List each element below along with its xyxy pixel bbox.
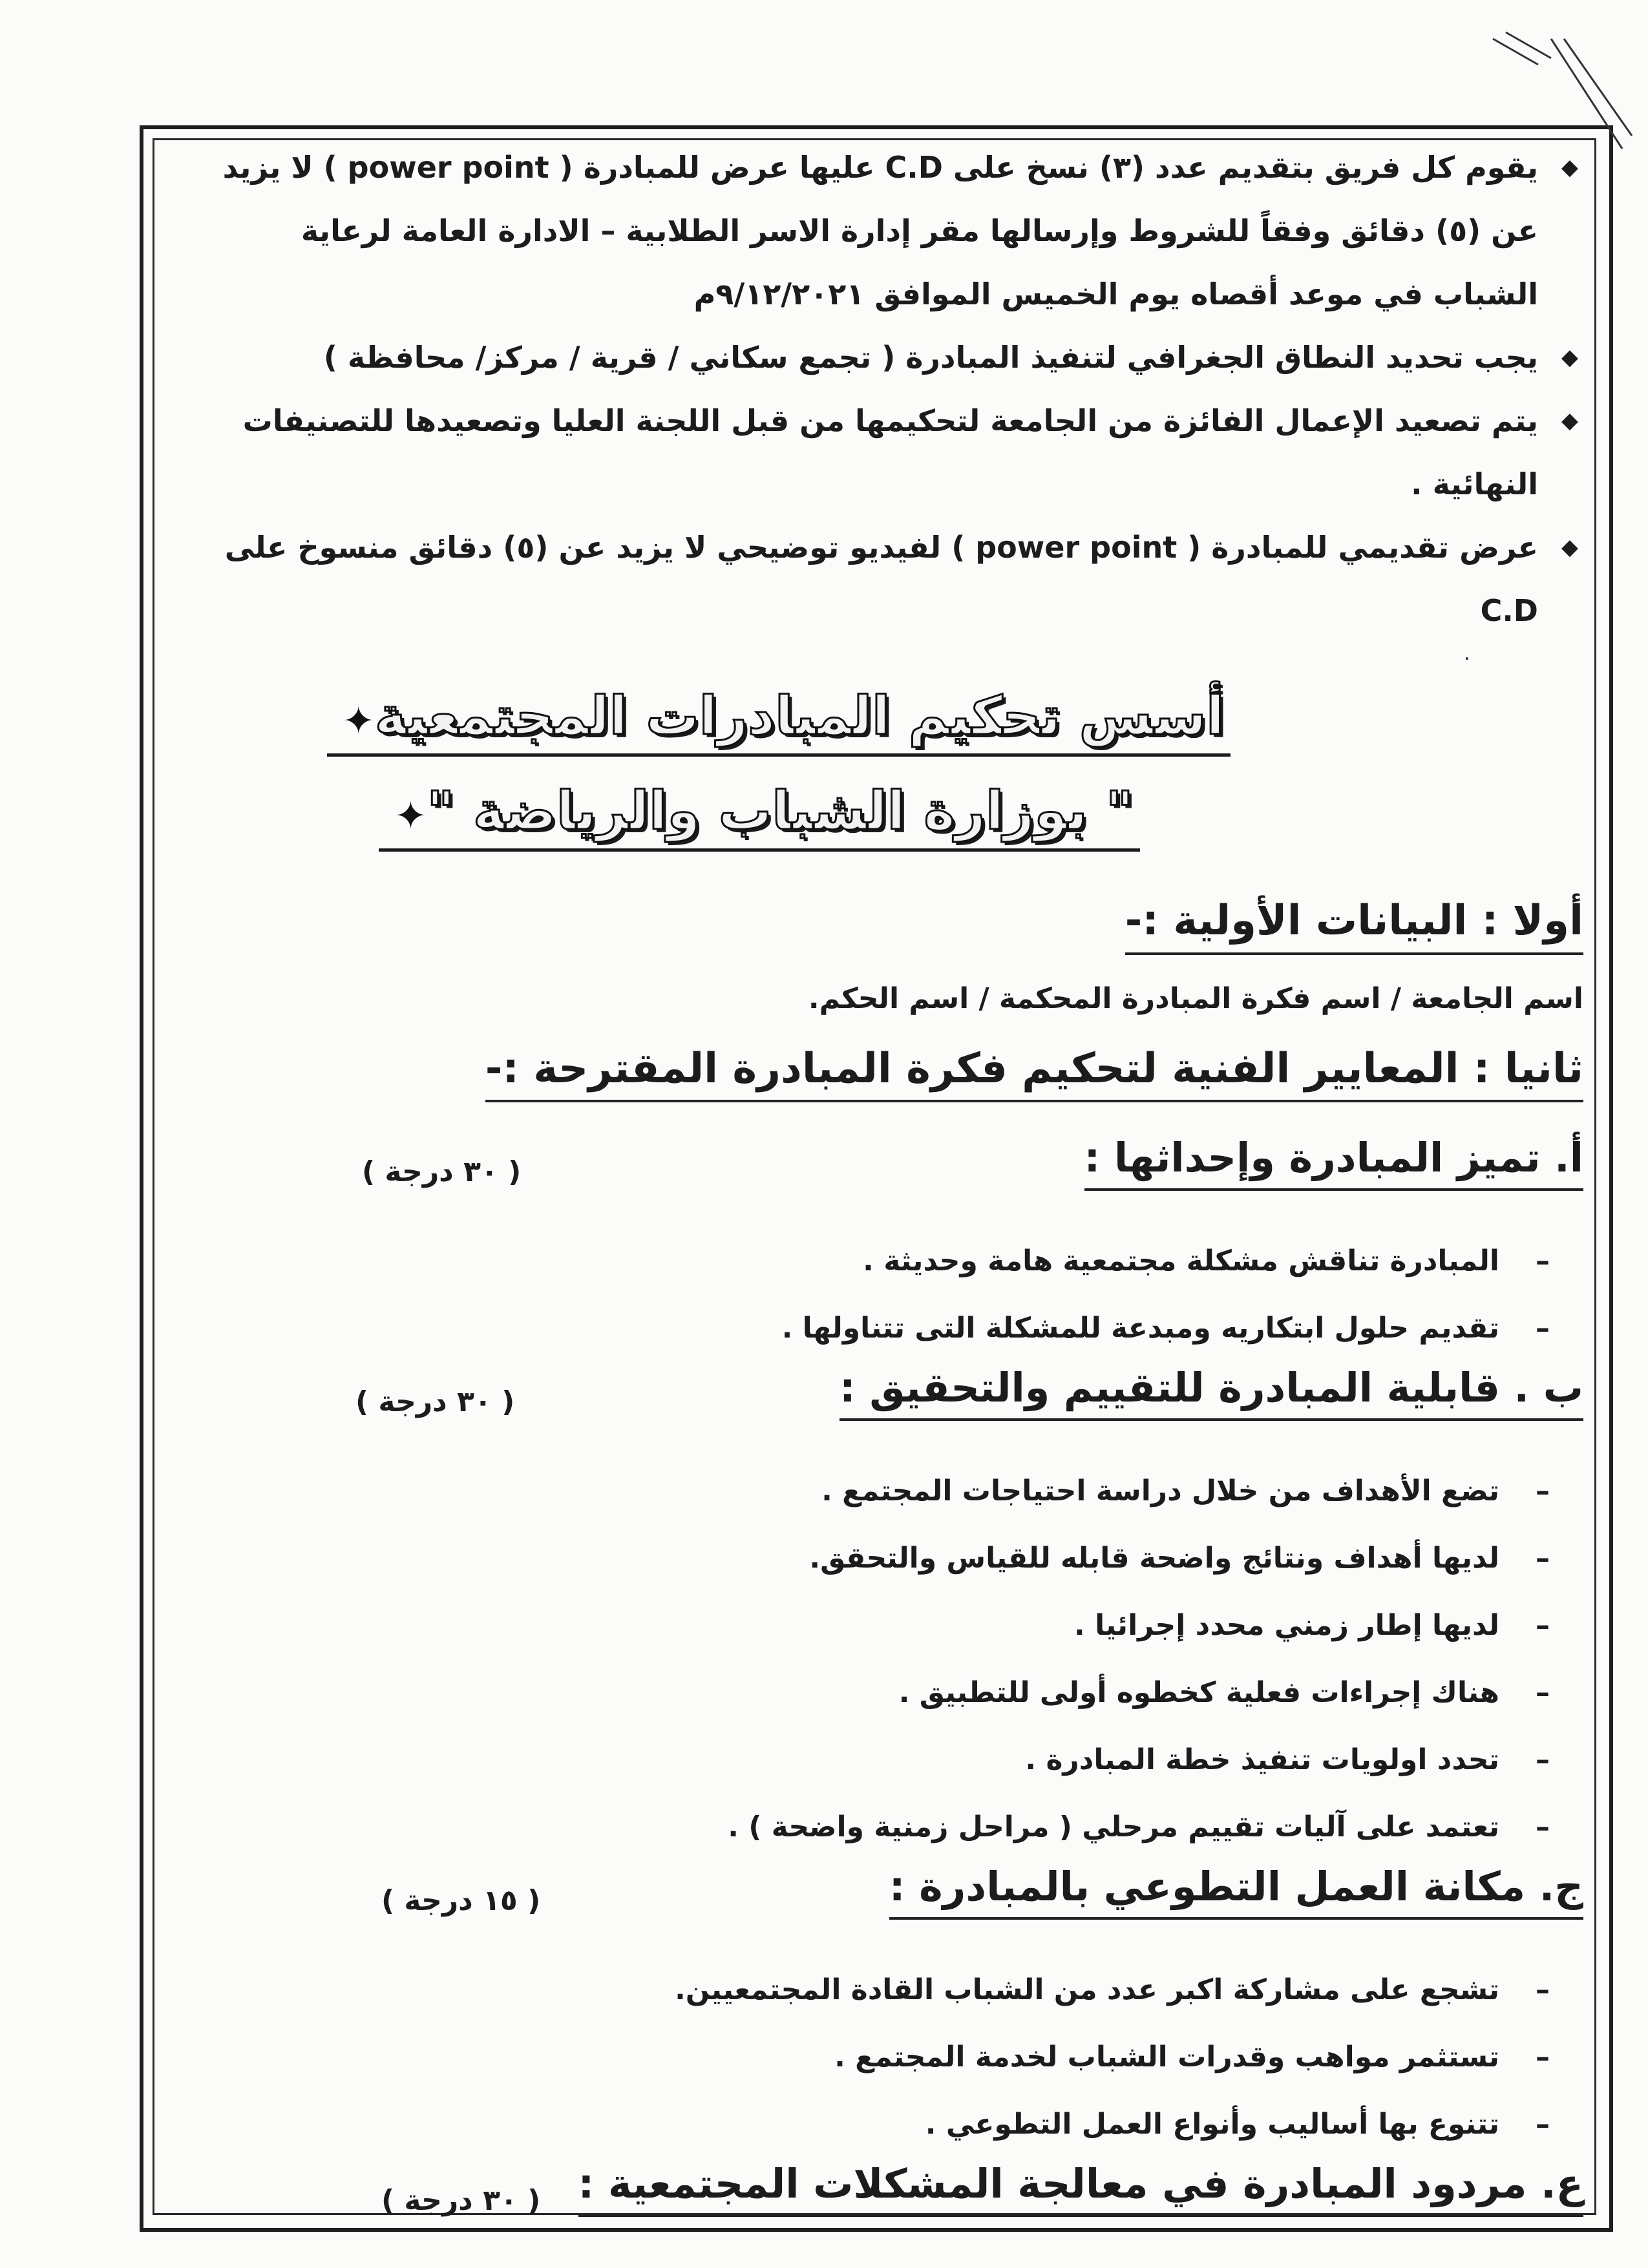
list-item: – تعتمد على آليات تقييم مرحلي ( مراحل زمنية واضحة ) . <box>728 1811 1550 1844</box>
list-item: – تضع الأهداف من خلال دراسة احتياجات المجتمع . <box>821 1475 1550 1508</box>
list-item: – لديها إطار زمني محدد إجرائيا . <box>1074 1609 1550 1643</box>
criterion-items <box>194 1458 1583 1861</box>
list-item: – لديها أهداف ونتائج واضحة قابله للقياس والتحقق. <box>809 1542 1550 1575</box>
section-basic-data <box>194 877 1583 1025</box>
diamond-bullet-icon: ◆ <box>1561 344 1578 370</box>
criterion-grade: ( ٣٠ درجة ) <box>362 1155 522 1189</box>
criterion-title: ع. مردود المبادرة في معالجة المشكلات المجتمعية : <box>578 2158 1583 2217</box>
stray-dot: . <box>1464 642 1470 665</box>
criterion-grade: ( ٣٠ درجة ) <box>381 2184 541 2218</box>
section-title: ثانيا : المعايير الفنية لتحكيم فكرة المبادرة المقترحة :- <box>485 1042 1583 1102</box>
main-heading <box>194 688 1583 877</box>
list-item: – تتنوع بها أساليب وأنواع العمل التطوعي . <box>925 2108 1550 2141</box>
criterion-title: ب . قابلية المبادرة للتقييم والتحقيق : <box>840 1362 1583 1421</box>
conditions-list <box>194 136 1583 642</box>
heading-ministry: " بوزارة الشباب والرياضة "✦ <box>379 782 1139 852</box>
criterion-block <box>194 1861 1583 2158</box>
criterion-block <box>194 1132 1583 1362</box>
list-item: – هناك إجراءات فعلية كخطوه أولى للتطبيق . <box>898 1676 1550 1710</box>
diamond-bullet-icon: ◆ <box>1561 154 1578 180</box>
criterion-title: أ. تميز المبادرة وإحداثها : <box>1084 1132 1584 1191</box>
list-item: – تقديم حلول ابتكاريه ومبدعة للمشكلة التى تتناولها . <box>781 1312 1550 1345</box>
criterion-block <box>194 2158 1583 2242</box>
arrow-bullet-icon: ✦ <box>394 793 427 839</box>
list-item: – تحدد اولويات تنفيذ خطة المبادرة . <box>1025 1743 1550 1777</box>
section-title: أولا : البيانات الأولية :- <box>1125 894 1583 954</box>
list-item: – تستثمر مواهب وقدرات الشباب لخدمة المجتمع . <box>834 2041 1550 2074</box>
criterion-grade: ( ٣٠ درجة ) <box>355 1385 515 1419</box>
basic-data-text: اسم الجامعة / اسم فكرة المبادرة المحكمة / اسم الحكم. <box>808 982 1583 1015</box>
list-item: – المبادرة تناقش مشكلة مجتمعية هامة وحديثة . <box>863 1244 1550 1278</box>
page-content <box>194 136 1583 2242</box>
condition-item: ◆ عرض تقديمي للمبادرة ( power point ) لفيديو توضيحي لا يزيد عن (٥) دقائق منسوخ على C.D <box>194 516 1583 642</box>
heading-criteria: أسس تحكيم المبادرات المجتمعية✦ <box>327 688 1231 757</box>
condition-item: ◆ يجب تحديد النطاق الجغرافي لتنفيذ المبادرة ( تجمع سكاني / قرية / مركز/ محافظة ) <box>194 326 1583 389</box>
criterion-items <box>194 1228 1583 1362</box>
section-technical-criteria <box>194 1025 1583 1119</box>
condition-item: ◆ يتم تصعيد الإعمال الفائزة من الجامعة لتحكيمها من قبل اللجنة العليا وتصعيدها للتصنيفات النهائية . <box>194 389 1583 516</box>
criterion-block <box>194 1362 1583 1861</box>
condition-item: ◆ يقوم كل فريق بتقديم عدد (٣) نسخ على C.D عليها عرض للمبادرة ( power point ) لا يزيد عن (٥) دقائق وفقاً للشروط وإرسالها مقر إدارة الاسر الطلابية – الادارة العامة لرعاية الشباب في موعد أقصاه يوم الخميس الموافق ٩/١٢/٢٠٢١م <box>194 136 1583 326</box>
diamond-bullet-icon: ◆ <box>1561 408 1578 434</box>
arrow-bullet-icon: ✦ <box>342 698 375 744</box>
criterion-items <box>194 1957 1583 2158</box>
diamond-bullet-icon: ◆ <box>1561 534 1578 560</box>
criterion-grade: ( ١٥ درجة ) <box>381 1884 541 1918</box>
criterion-title: ج. مكانة العمل التطوعي بالمبادرة : <box>889 1861 1583 1920</box>
list-item: – تشجع على مشاركة اكبر عدد من الشباب القادة المجتمعيين. <box>675 1973 1550 2007</box>
